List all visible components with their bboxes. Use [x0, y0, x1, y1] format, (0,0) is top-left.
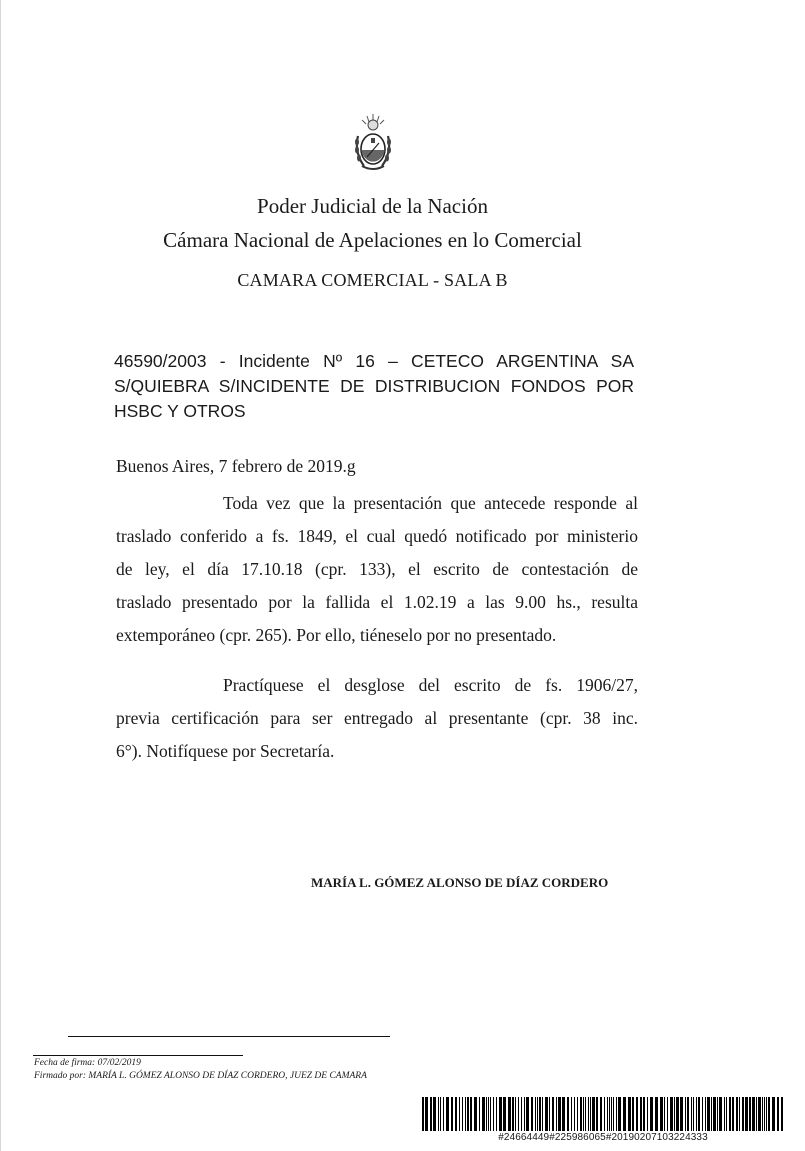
- case-title-line: S/QUIEBRA S/INCIDENTE DE DISTRIBUCION FONDOS POR: [114, 376, 634, 396]
- barcode-bar: [693, 1097, 694, 1131]
- barcode-bar: [446, 1097, 449, 1131]
- barcode-bar: [756, 1097, 757, 1131]
- barcode-bar: [742, 1097, 744, 1131]
- paragraph-line: Toda vez que la presentación que antecede responde al: [223, 493, 638, 513]
- barcode-bar: [518, 1097, 519, 1131]
- barcode-bar: [474, 1097, 477, 1131]
- barcode-bar: [655, 1097, 658, 1131]
- barcode-bar: [465, 1097, 466, 1131]
- barcode-bar: [512, 1097, 514, 1131]
- barcode-bar: [752, 1097, 755, 1131]
- barcode-bar: [583, 1097, 584, 1131]
- barcode-bar: [768, 1097, 770, 1131]
- signature-date: Fecha de firma: 07/02/2019: [34, 1058, 141, 1068]
- barcode-bar: [488, 1097, 489, 1131]
- footer-rule: [33, 1055, 243, 1056]
- barcode-bar: [636, 1097, 638, 1131]
- date-line: Buenos Aires, 7 febrero de 2019.g: [116, 456, 356, 476]
- barcode-bar: [521, 1097, 522, 1131]
- barcode-bar: [664, 1097, 665, 1131]
- barcode-bar: [696, 1097, 697, 1131]
- barcode-bar: [552, 1097, 554, 1131]
- barcode-bar: [623, 1097, 626, 1131]
- barcode-bar: [616, 1097, 617, 1131]
- barcode-bar: [632, 1097, 634, 1131]
- barcode-bar: [493, 1097, 494, 1131]
- barcode-bar: [542, 1097, 543, 1131]
- signer-name: MARÍA L. GÓMEZ ALONSO DE DÍAZ CORDERO: [311, 875, 609, 890]
- barcode-bar: [609, 1097, 610, 1131]
- barcode-bar: [687, 1097, 689, 1131]
- barcode-bar: [758, 1097, 761, 1131]
- barcode-bar: [539, 1097, 541, 1131]
- paragraph-line: traslado presentado por la fallida el 1.02.19 a las 9.00 hs., resulta: [116, 592, 638, 612]
- barcode-bar: [676, 1097, 679, 1131]
- court-name: Poder Judicial de la Nación: [257, 194, 488, 218]
- barcode-bar: [674, 1097, 675, 1131]
- barcode-bar: [590, 1097, 591, 1131]
- barcode-bar: [422, 1097, 424, 1131]
- barcode-bar: [470, 1097, 472, 1131]
- barcode-bar: [537, 1097, 538, 1131]
- barcode-bar: [531, 1097, 533, 1131]
- chamber-room: CAMARA COMERCIAL - SALA B: [237, 270, 508, 290]
- barcode-bar: [462, 1097, 463, 1131]
- case-title: [114, 349, 634, 424]
- barcode-bar: [479, 1097, 480, 1131]
- barcode-bar: [562, 1097, 565, 1131]
- barcode-bar: [508, 1097, 511, 1131]
- barcode-bar: [459, 1097, 460, 1131]
- barcode-bar: [766, 1097, 767, 1131]
- paragraph-line: 6°). Notifíquese por Secretaría.: [116, 741, 335, 761]
- barcode-bar: [433, 1097, 436, 1131]
- barcode-bar: [705, 1097, 706, 1131]
- barcode-bar: [717, 1097, 718, 1131]
- barcode-bar: [574, 1097, 575, 1131]
- barcode-bar: [490, 1097, 491, 1131]
- barcode-bar: [604, 1097, 605, 1131]
- barcode-bar: [499, 1097, 502, 1131]
- barcode-bar: [596, 1097, 598, 1131]
- barcode-bar: [503, 1097, 506, 1131]
- barcode-bar: [749, 1097, 751, 1131]
- signature-rule: [68, 1036, 390, 1037]
- barcode-bar: [607, 1097, 608, 1131]
- barcode-bar: [425, 1097, 428, 1131]
- barcode-bar: [558, 1097, 561, 1131]
- paragraph-order: [116, 669, 638, 768]
- barcode-bar: [430, 1097, 432, 1131]
- barcode-bar: [719, 1097, 722, 1131]
- barcode-bar: [515, 1097, 516, 1131]
- barcode-bar: [711, 1097, 712, 1131]
- barcode-bar: [726, 1097, 727, 1131]
- barcode-bar: [438, 1097, 439, 1131]
- barcode-bar: [643, 1097, 645, 1131]
- barcode-bar: [736, 1097, 738, 1131]
- paragraph-line: previa certificación para ser entregado al presentante (cpr. 38 inc.: [116, 708, 638, 728]
- barcode-bar: [585, 1097, 586, 1131]
- barcode-bar: [556, 1097, 557, 1131]
- barcode-bar: [613, 1097, 614, 1131]
- barcode-bar: [486, 1097, 487, 1131]
- barcode-bar: [588, 1097, 589, 1131]
- barcode-bar: [600, 1097, 602, 1131]
- barcode-bar: [571, 1097, 572, 1131]
- paragraph-line: traslado conferido a fs. 1849, el cual quedó notificado por ministerio: [116, 526, 638, 546]
- barcode-bar: [618, 1097, 621, 1131]
- case-title-line: 46590/2003 - Incidente Nº 16 – CETECO ARGENTINA SA: [114, 351, 634, 371]
- signed-by: Firmado por: MARÍA L. GÓMEZ ALONSO DE DÍAZ CORDERO, JUEZ DE CAMARA: [34, 1071, 367, 1081]
- barcode-bar: [781, 1097, 783, 1131]
- coat-of-arms-icon: [350, 112, 396, 174]
- barcode-bar: [524, 1097, 525, 1131]
- barcode-bar: [680, 1097, 683, 1131]
- paragraph-line: de ley, el día 17.10.18 (cpr. 133), el escrito de contestación de: [116, 559, 638, 579]
- barcode-bar: [482, 1097, 485, 1131]
- chamber-name: Cámara Nacional de Apelaciones en lo Comercial: [163, 228, 582, 252]
- barcode-text: #24664449#225986065#20190207103224333: [498, 1132, 708, 1143]
- barcode-bar: [724, 1097, 725, 1131]
- barcode-bar: [496, 1097, 497, 1131]
- barcode-bar: [592, 1097, 595, 1131]
- barcode-bar: [451, 1097, 453, 1131]
- barcode-bar: [647, 1097, 648, 1131]
- paragraph-ruling: [116, 487, 638, 652]
- barcode-bar: [707, 1097, 710, 1131]
- barcode-bar: [628, 1097, 631, 1131]
- paragraph-line: Practíquese el desglose del escrito de fs. 1906/27,: [223, 675, 638, 695]
- barcode-bar: [698, 1097, 700, 1131]
- barcode-bar: [455, 1097, 457, 1131]
- barcode-bar: [567, 1097, 569, 1131]
- barcode-bar: [640, 1097, 642, 1131]
- barcode-bar: [772, 1097, 775, 1131]
- barcode-bar: [526, 1097, 529, 1131]
- barcode-bar: [667, 1097, 668, 1131]
- barcode-bar: [611, 1097, 612, 1131]
- barcode-icon: [422, 1097, 784, 1131]
- barcode-bar: [739, 1097, 740, 1131]
- barcode-bar: [580, 1097, 582, 1131]
- barcode-bar: [440, 1097, 441, 1131]
- barcode-bar: [685, 1097, 686, 1131]
- barcode-bar: [660, 1097, 663, 1131]
- barcode-bar: [650, 1097, 653, 1131]
- barcode-bar: [702, 1097, 703, 1131]
- barcode-bar: [764, 1097, 765, 1131]
- barcode-bar: [670, 1097, 673, 1131]
- barcode-bar: [577, 1097, 578, 1131]
- barcode-bar: [762, 1097, 763, 1131]
- paragraph-line: extemporáneo (cpr. 265). Por ello, tiéneselo por no presentado.: [116, 625, 557, 645]
- barcode-bar: [777, 1097, 779, 1131]
- barcode-bar: [713, 1097, 716, 1131]
- barcode-bar: [467, 1097, 469, 1131]
- barcode-bar: [729, 1097, 731, 1131]
- barcode-bar: [745, 1097, 748, 1131]
- barcode-bar: [691, 1097, 692, 1131]
- barcode-bar: [545, 1097, 548, 1131]
- barcode-bar: [549, 1097, 550, 1131]
- barcode-bar: [443, 1097, 444, 1131]
- barcode-bar: [732, 1097, 734, 1131]
- barcode-bar: [535, 1097, 536, 1131]
- case-title-line: HSBC Y OTROS: [114, 401, 246, 421]
